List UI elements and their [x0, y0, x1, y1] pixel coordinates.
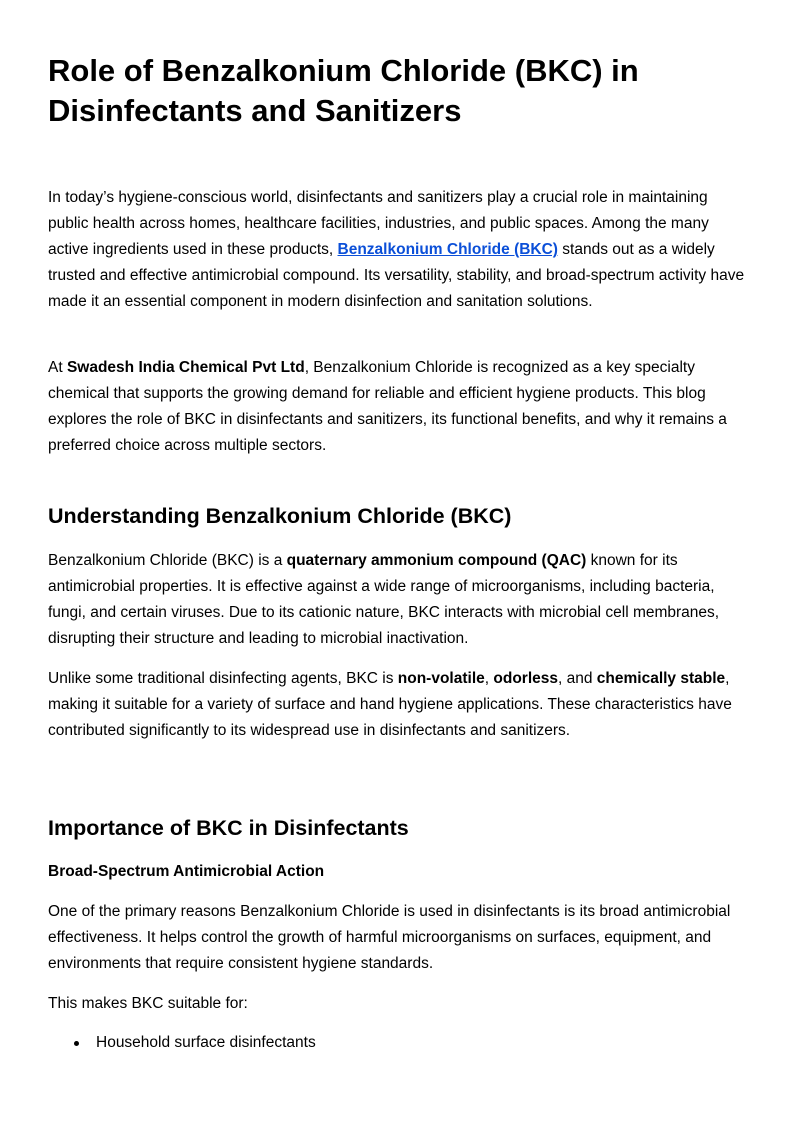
intro-paragraph-2: [48, 355, 748, 459]
s1-p2-rest: , making it suitable for a variety of surface and hand hygiene applications. These characteristics have contributed significantly to its widespread use in disinfectants and sanitizers.: [48, 670, 732, 739]
bkc-link[interactable]: Benzalkonium Chloride (BKC): [337, 241, 558, 258]
s1-p1-bold: quaternary ammonium compound (QAC): [286, 552, 587, 569]
intro-p1-text-b: stands out as a widely trusted and effective antimicrobial compound. Its versatility, stability, and broad-spectrum activity have made it an essential component in modern disinfection and sanitation solutions.: [48, 241, 745, 310]
list-item: Household surface disinfectants: [48, 1030, 316, 1056]
section-heading-importance: Importance of BKC in Disinfectants: [48, 816, 409, 840]
section2-paragraph-2: This makes BKC suitable for:: [48, 995, 248, 1012]
s1-p2-a: Unlike some traditional disinfecting agents, BKC is: [48, 670, 398, 687]
intro-p2-rest: , Benzalkonium Chloride is recognized as a key specialty chemical that supports the growing demand for reliable and efficient hygiene products. This blog explores the role of BKC in disinfectants and sanitizers, its functional benefits, and why it remains a preferred choice across multiple sectors.: [48, 359, 727, 454]
section1-paragraph-2: [48, 666, 748, 744]
s1-p1-after: known for its antimicrobial properties. It is effective against a wide range of microorganisms, including bacteria, fungi, and certain viruses. Due to its cationic nature, BKC interacts with microbial cell membranes, disrupting their structure and leading to microbial inactivation.: [48, 552, 720, 647]
s1-p2-bold-1: non-volatile: [397, 670, 485, 687]
intro-paragraph-1: [48, 185, 748, 315]
subheading-broad-spectrum: Broad-Spectrum Antimicrobial Action: [48, 863, 325, 880]
s1-p2-bold-2: odorless: [493, 670, 558, 687]
section1-paragraph-1: [48, 548, 748, 652]
s1-p2-sep-1: ,: [484, 670, 494, 687]
s1-p2-bold-3: chemically stable: [596, 670, 726, 687]
s1-p2-sep-2: , and: [558, 670, 597, 687]
bullet-list: [48, 1030, 316, 1056]
page-title: Role of Benzalkonium Chloride (BKC) in Disinfectants and Sanitizers: [48, 53, 639, 128]
section-heading-understanding: Understanding Benzalkonium Chloride (BKC): [48, 504, 512, 528]
intro-p2-prefix: At: [48, 359, 67, 376]
s1-p1-before: Benzalkonium Chloride (BKC) is a: [48, 552, 287, 569]
intro-p1-text-a: In today’s hygiene-conscious world, disinfectants and sanitizers play a crucial role in maintaining public health across homes, healthcare facilities, industries, and public spaces. Among the many active ingredients used in these products,: [48, 189, 709, 258]
section2-paragraph-1: One of the primary reasons Benzalkonium Chloride is used in disinfectants is its broad antimicrobial effectiveness. It helps control the growth of harmful microorganisms on surfaces, equipment, and environments that require consistent hygiene standards.: [48, 903, 731, 972]
company-name: Swadesh India Chemical Pvt Ltd: [66, 359, 305, 376]
